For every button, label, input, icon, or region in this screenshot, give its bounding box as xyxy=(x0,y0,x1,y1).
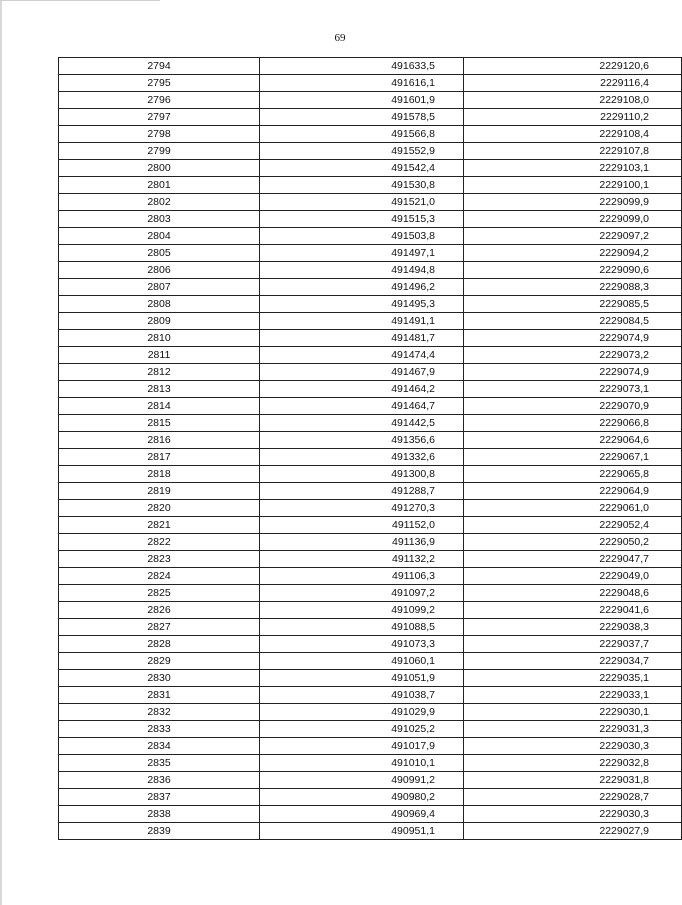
x-coordinate-cell: 490951,1 xyxy=(260,823,464,840)
x-coordinate-cell: 491497,1 xyxy=(260,245,464,262)
table-row xyxy=(59,704,682,721)
x-coordinate-cell: 491136,9 xyxy=(260,534,464,551)
y-coordinate-cell: 2229107,8 xyxy=(464,143,682,160)
x-coordinate-cell: 491025,2 xyxy=(260,721,464,738)
x-coordinate-cell: 491132,2 xyxy=(260,551,464,568)
y-coordinate-cell: 2229028,7 xyxy=(464,789,682,806)
table-row xyxy=(59,381,682,398)
point-number-cell: 2800 xyxy=(59,160,260,177)
table-row xyxy=(59,568,682,585)
table-row xyxy=(59,602,682,619)
page-number: 69 xyxy=(334,32,346,44)
y-coordinate-cell: 2229090,6 xyxy=(464,262,682,279)
x-coordinate-cell: 491073,3 xyxy=(260,636,464,653)
table-row xyxy=(59,789,682,806)
x-coordinate-cell: 491106,3 xyxy=(260,568,464,585)
table-row xyxy=(59,75,682,92)
y-coordinate-cell: 2229073,1 xyxy=(464,381,682,398)
table-row xyxy=(59,398,682,415)
point-number-cell: 2806 xyxy=(59,262,260,279)
point-number-cell: 2832 xyxy=(59,704,260,721)
x-coordinate-cell: 491356,6 xyxy=(260,432,464,449)
point-number-cell: 2821 xyxy=(59,517,260,534)
point-number-cell: 2828 xyxy=(59,636,260,653)
table-row xyxy=(59,670,682,687)
x-coordinate-cell: 491530,8 xyxy=(260,177,464,194)
y-coordinate-cell: 2229074,9 xyxy=(464,330,682,347)
point-number-cell: 2813 xyxy=(59,381,260,398)
point-number-cell: 2818 xyxy=(59,466,260,483)
point-number-cell: 2795 xyxy=(59,75,260,92)
x-coordinate-cell: 491038,7 xyxy=(260,687,464,704)
x-coordinate-cell: 491601,9 xyxy=(260,92,464,109)
x-coordinate-cell: 491060,1 xyxy=(260,653,464,670)
y-coordinate-cell: 2229049,0 xyxy=(464,568,682,585)
point-number-cell: 2798 xyxy=(59,126,260,143)
table-row xyxy=(59,585,682,602)
table-row xyxy=(59,126,682,143)
point-number-cell: 2810 xyxy=(59,330,260,347)
table-row xyxy=(59,296,682,313)
y-coordinate-cell: 2229031,3 xyxy=(464,721,682,738)
y-coordinate-cell: 2229074,9 xyxy=(464,364,682,381)
table-row xyxy=(59,636,682,653)
y-coordinate-cell: 2229064,6 xyxy=(464,432,682,449)
table-row xyxy=(59,772,682,789)
point-number-cell: 2819 xyxy=(59,483,260,500)
y-coordinate-cell: 2229088,3 xyxy=(464,279,682,296)
y-coordinate-cell: 2229108,4 xyxy=(464,126,682,143)
y-coordinate-cell: 2229048,6 xyxy=(464,585,682,602)
y-coordinate-cell: 2229027,9 xyxy=(464,823,682,840)
x-coordinate-cell: 491491,1 xyxy=(260,313,464,330)
point-number-cell: 2816 xyxy=(59,432,260,449)
table-row xyxy=(59,483,682,500)
point-number-cell: 2839 xyxy=(59,823,260,840)
y-coordinate-cell: 2229031,8 xyxy=(464,772,682,789)
point-number-cell: 2817 xyxy=(59,449,260,466)
x-coordinate-cell: 491521,0 xyxy=(260,194,464,211)
table-row xyxy=(59,143,682,160)
point-number-cell: 2835 xyxy=(59,755,260,772)
point-number-cell: 2803 xyxy=(59,211,260,228)
table-row xyxy=(59,228,682,245)
table-row xyxy=(59,721,682,738)
y-coordinate-cell: 2229030,3 xyxy=(464,738,682,755)
y-coordinate-cell: 2229065,8 xyxy=(464,466,682,483)
point-number-cell: 2794 xyxy=(59,58,260,75)
table-row xyxy=(59,364,682,381)
table-row xyxy=(59,823,682,840)
table-row xyxy=(59,619,682,636)
x-coordinate-cell: 491474,4 xyxy=(260,347,464,364)
x-coordinate-cell: 491464,7 xyxy=(260,398,464,415)
point-number-cell: 2822 xyxy=(59,534,260,551)
table-row xyxy=(59,279,682,296)
point-number-cell: 2833 xyxy=(59,721,260,738)
y-coordinate-cell: 2229052,4 xyxy=(464,517,682,534)
point-number-cell: 2827 xyxy=(59,619,260,636)
y-coordinate-cell: 2229034,7 xyxy=(464,653,682,670)
point-number-cell: 2799 xyxy=(59,143,260,160)
y-coordinate-cell: 2229033,1 xyxy=(464,687,682,704)
x-coordinate-cell: 491088,5 xyxy=(260,619,464,636)
point-number-cell: 2809 xyxy=(59,313,260,330)
x-coordinate-cell: 491029,9 xyxy=(260,704,464,721)
x-coordinate-cell: 490991,2 xyxy=(260,772,464,789)
x-coordinate-cell: 490969,4 xyxy=(260,806,464,823)
table-row xyxy=(59,109,682,126)
point-number-cell: 2824 xyxy=(59,568,260,585)
table-row xyxy=(59,415,682,432)
y-coordinate-cell: 2229099,0 xyxy=(464,211,682,228)
y-coordinate-cell: 2229108,0 xyxy=(464,92,682,109)
x-coordinate-cell: 491578,5 xyxy=(260,109,464,126)
table-row xyxy=(59,687,682,704)
y-coordinate-cell: 2229100,1 xyxy=(464,177,682,194)
x-coordinate-cell: 491442,5 xyxy=(260,415,464,432)
y-coordinate-cell: 2229120,6 xyxy=(464,58,682,75)
y-coordinate-cell: 2229085,5 xyxy=(464,296,682,313)
point-number-cell: 2825 xyxy=(59,585,260,602)
point-number-cell: 2823 xyxy=(59,551,260,568)
x-coordinate-cell: 491288,7 xyxy=(260,483,464,500)
point-number-cell: 2805 xyxy=(59,245,260,262)
table-row xyxy=(59,245,682,262)
y-coordinate-cell: 2229030,1 xyxy=(464,704,682,721)
x-coordinate-cell: 491467,9 xyxy=(260,364,464,381)
point-number-cell: 2812 xyxy=(59,364,260,381)
y-coordinate-cell: 2229094,2 xyxy=(464,245,682,262)
y-coordinate-cell: 2229047,7 xyxy=(464,551,682,568)
x-coordinate-cell: 491616,1 xyxy=(260,75,464,92)
point-number-cell: 2820 xyxy=(59,500,260,517)
y-coordinate-cell: 2229038,3 xyxy=(464,619,682,636)
point-number-cell: 2804 xyxy=(59,228,260,245)
point-number-cell: 2837 xyxy=(59,789,260,806)
point-number-cell: 2796 xyxy=(59,92,260,109)
table-row xyxy=(59,330,682,347)
y-coordinate-cell: 2229032,8 xyxy=(464,755,682,772)
y-coordinate-cell: 2229061,0 xyxy=(464,500,682,517)
x-coordinate-cell: 491633,5 xyxy=(260,58,464,75)
point-number-cell: 2831 xyxy=(59,687,260,704)
point-number-cell: 2797 xyxy=(59,109,260,126)
x-coordinate-cell: 491097,2 xyxy=(260,585,464,602)
x-coordinate-cell: 491496,2 xyxy=(260,279,464,296)
x-coordinate-cell: 490980,2 xyxy=(260,789,464,806)
table-row xyxy=(59,211,682,228)
y-coordinate-cell: 2229097,2 xyxy=(464,228,682,245)
point-number-cell: 2834 xyxy=(59,738,260,755)
point-number-cell: 2829 xyxy=(59,653,260,670)
point-number-cell: 2838 xyxy=(59,806,260,823)
scan-edge-shadow xyxy=(0,0,2,905)
y-coordinate-cell: 2229110,2 xyxy=(464,109,682,126)
x-coordinate-cell: 491010,1 xyxy=(260,755,464,772)
x-coordinate-cell: 491464,2 xyxy=(260,381,464,398)
table-row xyxy=(59,177,682,194)
table-row xyxy=(59,92,682,109)
y-coordinate-cell: 2229099,9 xyxy=(464,194,682,211)
y-coordinate-cell: 2229050,2 xyxy=(464,534,682,551)
x-coordinate-cell: 491300,8 xyxy=(260,466,464,483)
x-coordinate-cell: 491495,3 xyxy=(260,296,464,313)
point-number-cell: 2826 xyxy=(59,602,260,619)
table-row xyxy=(59,194,682,211)
x-coordinate-cell: 491270,3 xyxy=(260,500,464,517)
point-number-cell: 2808 xyxy=(59,296,260,313)
table-row xyxy=(59,551,682,568)
y-coordinate-cell: 2229070,9 xyxy=(464,398,682,415)
y-coordinate-cell: 2229103,1 xyxy=(464,160,682,177)
y-coordinate-cell: 2229067,1 xyxy=(464,449,682,466)
table-row xyxy=(59,653,682,670)
point-number-cell: 2815 xyxy=(59,415,260,432)
table-row xyxy=(59,500,682,517)
y-coordinate-cell: 2229035,1 xyxy=(464,670,682,687)
coordinates-table-body xyxy=(59,58,682,840)
y-coordinate-cell: 2229064,9 xyxy=(464,483,682,500)
y-coordinate-cell: 2229116,4 xyxy=(464,75,682,92)
x-coordinate-cell: 491099,2 xyxy=(260,602,464,619)
table-row xyxy=(59,432,682,449)
table-row xyxy=(59,517,682,534)
x-coordinate-cell: 491542,4 xyxy=(260,160,464,177)
x-coordinate-cell: 491494,8 xyxy=(260,262,464,279)
table-row xyxy=(59,738,682,755)
y-coordinate-cell: 2229073,2 xyxy=(464,347,682,364)
y-coordinate-cell: 2229066,8 xyxy=(464,415,682,432)
y-coordinate-cell: 2229030,3 xyxy=(464,806,682,823)
table-row xyxy=(59,313,682,330)
table-row xyxy=(59,806,682,823)
scan-top-mark xyxy=(0,0,160,1)
table-row xyxy=(59,160,682,177)
table-row xyxy=(59,755,682,772)
point-number-cell: 2814 xyxy=(59,398,260,415)
x-coordinate-cell: 491332,6 xyxy=(260,449,464,466)
x-coordinate-cell: 491051,9 xyxy=(260,670,464,687)
point-number-cell: 2830 xyxy=(59,670,260,687)
y-coordinate-cell: 2229041,6 xyxy=(464,602,682,619)
x-coordinate-cell: 491552,9 xyxy=(260,143,464,160)
x-coordinate-cell: 491566,8 xyxy=(260,126,464,143)
coordinates-table xyxy=(58,57,682,840)
point-number-cell: 2807 xyxy=(59,279,260,296)
table-row xyxy=(59,534,682,551)
point-number-cell: 2801 xyxy=(59,177,260,194)
table-row xyxy=(59,449,682,466)
y-coordinate-cell: 2229037,7 xyxy=(464,636,682,653)
x-coordinate-cell: 491017,9 xyxy=(260,738,464,755)
table-row xyxy=(59,262,682,279)
x-coordinate-cell: 491515,3 xyxy=(260,211,464,228)
table-row xyxy=(59,347,682,364)
x-coordinate-cell: 491503,8 xyxy=(260,228,464,245)
coordinates-table-container xyxy=(58,57,649,840)
y-coordinate-cell: 2229084,5 xyxy=(464,313,682,330)
table-row xyxy=(59,58,682,75)
table-row xyxy=(59,466,682,483)
x-coordinate-cell: 491152,0 xyxy=(260,517,464,534)
point-number-cell: 2811 xyxy=(59,347,260,364)
point-number-cell: 2836 xyxy=(59,772,260,789)
point-number-cell: 2802 xyxy=(59,194,260,211)
x-coordinate-cell: 491481,7 xyxy=(260,330,464,347)
